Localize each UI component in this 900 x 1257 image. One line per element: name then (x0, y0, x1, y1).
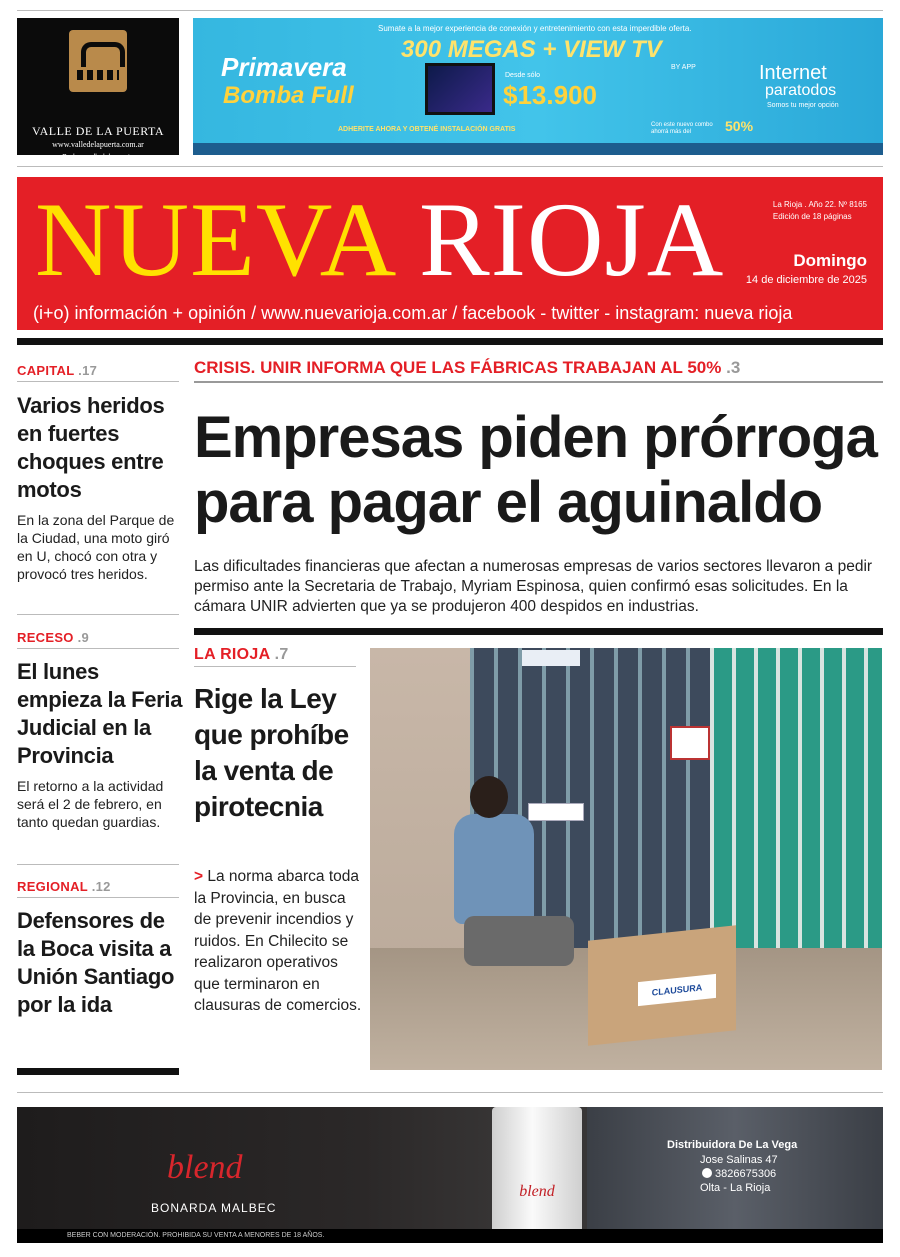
section-name: RECESO (17, 630, 74, 645)
main-kicker[interactable] (194, 358, 740, 378)
section-label-regional[interactable] (17, 879, 111, 894)
person-torso (454, 814, 534, 924)
wine-brand: blend (167, 1149, 243, 1186)
internet-paratodos-ad[interactable] (193, 18, 883, 155)
ad-winery-url: www.valledelapuerta.com.ar (52, 140, 144, 149)
story-body-text: La norma abarca toda la Provincia, en busca de prevenir incendios y ruidos. En Chilecito se realizaron operativos que terminaron en clausuras de comercios. (194, 868, 362, 1014)
bottom-rule (17, 1092, 883, 1093)
section-rule (17, 897, 179, 898)
masthead (17, 177, 883, 330)
masthead-title-part1: NUEVA (35, 181, 392, 298)
distributor-phone: 3826675306 (715, 1168, 777, 1180)
section-page: .7 (274, 646, 289, 663)
ad-winery-social: Bodegavalledelapuerta (62, 154, 134, 161)
masthead-day: Domingo (793, 251, 867, 270)
kicker-page: .3 (726, 358, 741, 377)
story-headline-pirotecnia[interactable]: Rige la Ley que prohíbe la venta de pirotecnia (194, 683, 349, 822)
photo-person (440, 776, 560, 991)
photo-clausura-text: CLAUSURA (651, 982, 703, 998)
story-body-motos: En la zona del Parque de la Ciudad, una moto giró en U, chocó con otra y provocó tres heridos. (17, 512, 175, 582)
ad-price: $13.900 (503, 80, 597, 110)
photo-sign (522, 650, 580, 666)
story-body-pirotecnia (194, 866, 362, 1017)
ad-plan: 300 MEGAS + VIEW TV (401, 36, 662, 63)
ad-price-label: Desde sólo (505, 72, 541, 79)
story-headline-boca[interactable]: Defensores de la Boca visita a Unión Santiago por la ida (17, 908, 175, 1017)
ad-winery-name: VALLE DE LA PUERTA (31, 124, 165, 138)
kicker-text: CRISIS. UNIR INFORMA QUE LAS FÁBRICAS TRABAJAN AL 50% (194, 358, 722, 377)
section-page: .9 (77, 630, 90, 645)
top-rule (17, 10, 883, 11)
whatsapp-icon (702, 1168, 712, 1178)
distributor-phone-row (702, 1168, 776, 1180)
person-head (470, 776, 508, 818)
section-page: .17 (78, 363, 98, 378)
ad-brand-line2: paratodos (765, 82, 837, 99)
ad-brand-line1: Internet (759, 62, 827, 84)
tv-icon (425, 63, 495, 115)
person-legs (464, 916, 574, 966)
ad-warning-strip (17, 1229, 883, 1243)
masthead-date: 14 de diciembre de 2025 (745, 274, 867, 286)
distributor-city: Olta - La Rioja (700, 1182, 771, 1194)
bottle-label: blend (519, 1183, 555, 1200)
section-name: CAPITAL (17, 363, 75, 378)
blend-wine-ad[interactable] (17, 1107, 883, 1243)
section-name: LA RIOJA (194, 646, 270, 663)
masthead-edition (773, 199, 867, 223)
main-story-rule (194, 628, 883, 635)
story-divider (17, 864, 179, 865)
story-photo[interactable] (370, 648, 882, 1070)
wine-bottle-icon (492, 1107, 582, 1235)
wine-variety: BONARDA MALBEC (151, 1201, 277, 1215)
ad-rule (17, 166, 883, 167)
masthead-tagline[interactable]: (i+o) información + opinión / www.nuevarioja.com.ar / facebook - twitter - instagram: nueva rioja (33, 303, 793, 323)
section-rule (194, 666, 356, 667)
ad-footer-strip (193, 143, 883, 155)
story-body-feria: El retorno a la actividad será el 2 de febrero, en tanto quedan guardias. (17, 778, 164, 830)
masthead-rule (17, 338, 883, 345)
ad-plan-sub: BY APP (671, 64, 696, 71)
main-headline[interactable]: Empresas piden prórroga para pagar el aguinaldo (194, 405, 877, 535)
story-divider (17, 614, 179, 615)
wine-warning: BEBER CON MODERACIÓN. PROHIBIDA SU VENTA A MENORES DE 18 AÑOS. (67, 1232, 325, 1239)
section-label-la-rioja[interactable] (194, 646, 289, 664)
ad-brand-slogan: Somos tu mejor opción (767, 102, 839, 109)
ad-cta: ADHERITE AHORA Y OBTENÉ INSTALACIÓN GRATIS (338, 126, 516, 133)
winery-logo-icon (69, 30, 127, 92)
kicker-rule (194, 381, 883, 383)
story-headline-feria[interactable]: El lunes empieza la Feria Judicial en la Provincia (17, 659, 183, 768)
main-lead: Las dificultades financieras que afectan a numerosas empresas de varios sectores llevaron a pedir permiso ante la Secretaria de Trabajo, Myriam Espinosa, quien confirmó esas solicitudes. En la cámara UNIR advierten que ya se produjeron 400 despidos en industrias. (194, 558, 873, 615)
story-headline-motos[interactable]: Varios heridos en fuertes choques entre motos (17, 393, 165, 502)
ad-promo-line1: Primavera (221, 52, 347, 82)
section-name: REGIONAL (17, 879, 88, 894)
photo-plaque (670, 726, 710, 760)
edition-line2: Edición de 18 páginas (772, 212, 852, 221)
section-label-capital[interactable] (17, 363, 97, 378)
distributor-name: Distribuidora De La Vega (667, 1139, 798, 1151)
valle-de-la-puerta-ad[interactable] (17, 18, 179, 161)
masthead-title[interactable] (35, 181, 725, 298)
ad-combo: Con este nuevo combo ahorrá más del (651, 122, 713, 135)
left-column-rule (17, 1068, 179, 1075)
ad-discount: 50% (725, 118, 754, 134)
bullet-arrow-icon: > (194, 868, 204, 885)
ad-internet-tagline: Sumate a la mejor experiencia de conexión y entretenimiento con esta imperdible oferta. (378, 24, 692, 33)
section-page: .12 (91, 879, 111, 894)
distributor-address: Jose Salinas 47 (700, 1154, 778, 1166)
section-label-receso[interactable] (17, 630, 89, 645)
section-rule (17, 648, 179, 649)
section-rule (17, 381, 179, 382)
edition-line1: La Rioja . Año 22. Nº 8165 (772, 200, 867, 209)
ad-promo-line2: Bomba Full (223, 82, 354, 109)
masthead-title-part2: RIOJA (418, 181, 725, 298)
